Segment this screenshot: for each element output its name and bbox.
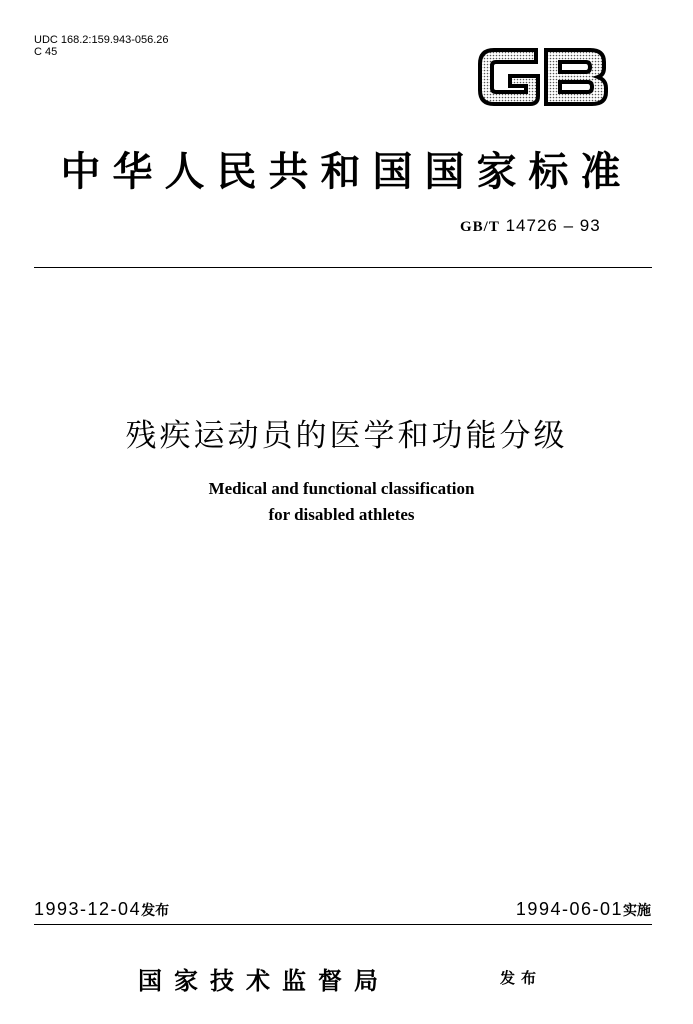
issue-date — [34, 899, 169, 920]
gb-logo — [474, 42, 610, 112]
document-title-cn: 残疾运动员的医学和功能分级 — [125, 418, 568, 454]
issue-label: 发布 — [141, 903, 170, 919]
standard-heading: 中华人民共和国国家标准 — [60, 148, 633, 195]
udc-code: UDC 168.2:159.943-056.26 — [34, 34, 169, 46]
publisher-name: 国家技术监督局 — [138, 966, 390, 995]
standard-number-prefix: GB/T — [460, 219, 500, 235]
top-divider — [34, 267, 652, 268]
implementation-label: 实施 — [623, 903, 651, 919]
issue-date-value: 1993-12-04 — [34, 899, 142, 919]
document-title-en-line1: Medical and functional classification — [208, 479, 475, 498]
implementation-date-value: 1994-06-01 — [515, 899, 623, 919]
bottom-divider — [34, 924, 652, 925]
publisher-action: 发布 — [500, 969, 543, 987]
implementation-date — [516, 899, 651, 920]
classification-codes — [34, 34, 169, 58]
standard-number-value: 14726 – 93 — [505, 216, 601, 235]
standard-number — [460, 216, 601, 236]
document-title-en-line2: for disabled athletes — [268, 505, 415, 524]
class-code: C 45 — [34, 46, 58, 58]
